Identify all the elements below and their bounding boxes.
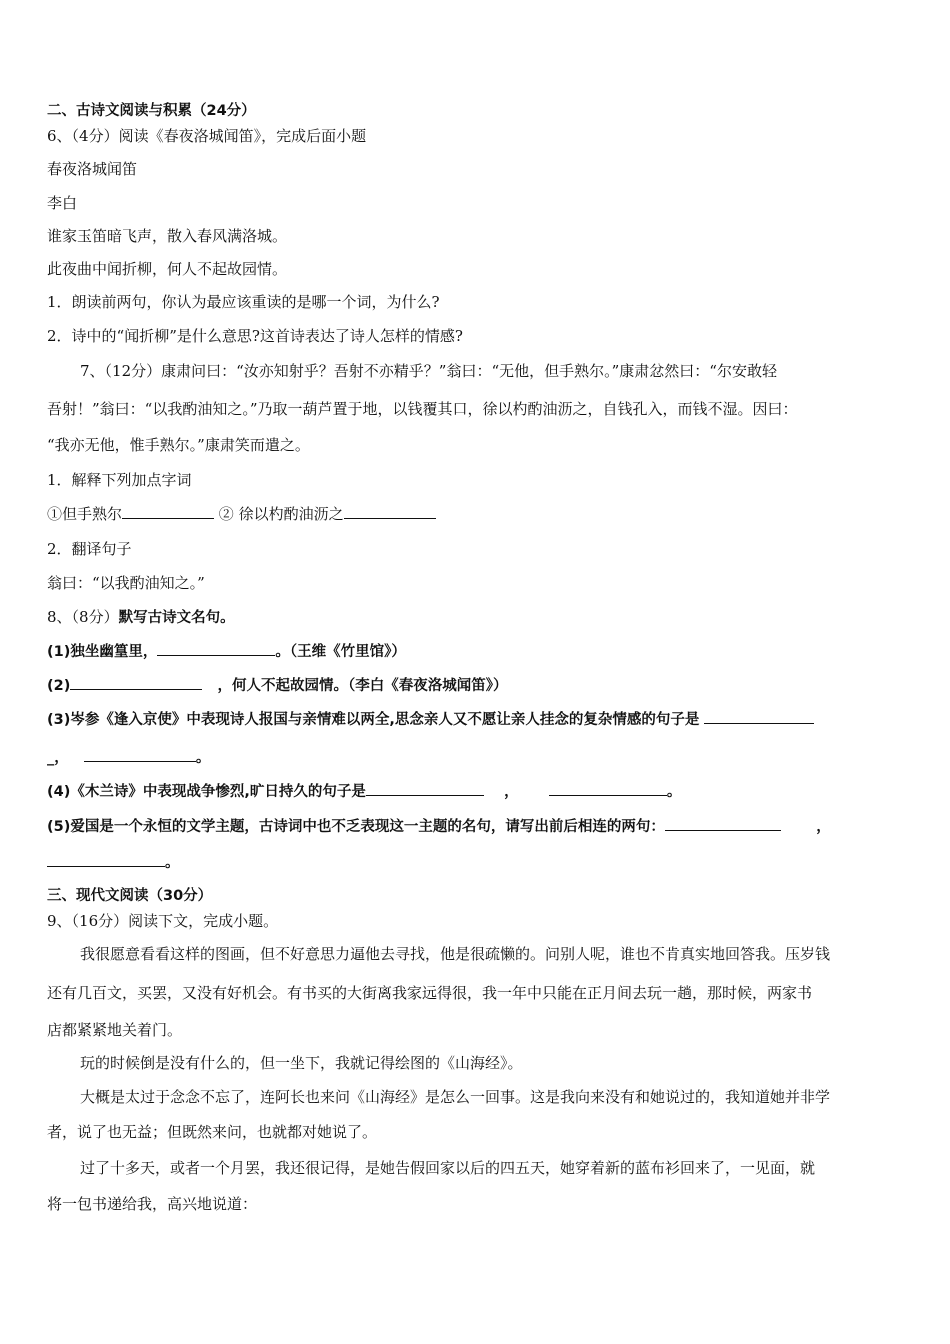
passage-p3-line-1: 大概是太过于念念不忘了，连阿长也来问《山海经》是怎么一回事。这是我向来没有和她说过的，我知道她并非学 (80, 1088, 831, 1106)
question-9-stem: 9、（16分）阅读下文，完成小题。 (47, 912, 279, 930)
word-item-b: ② 徐以杓酌油沥之 (218, 505, 344, 523)
passage-p4-line-2: 将一包书递给我，高兴地说道： (47, 1195, 258, 1213)
question-8-item-5 (47, 816, 831, 837)
question-7-line-2: 吾射！”翁曰：“以我酌油知之。”乃取一葫芦置于地，以钱覆其口，徐以杓酌油沥之，自钱孔入，而钱不湿。因曰： (47, 400, 798, 418)
question-8-instruction: 默写古诗文名句。 (118, 610, 235, 626)
question-7-line-1: 7、（12分）康肃问曰：“汝亦知射乎？吾射不亦精乎？”翁曰：“无他，但手熟尔。”康肃忿然曰：“尔安敢轻 (80, 362, 777, 380)
question-6-sub-1: 1．朗读前两句，你认为最应该重读的是哪一个词，为什么? (47, 293, 440, 311)
item-3-text-c: 。 (195, 750, 211, 766)
item-4-text-c: 。 (666, 784, 682, 800)
question-8-item-2 (47, 675, 508, 696)
item-3-text-b: _， (47, 750, 69, 766)
answer-blank[interactable] (344, 504, 436, 519)
passage-p2: 玩的时候倒是没有什么的，但一坐下，我就记得绘图的《山海经》。 (80, 1054, 523, 1072)
answer-blank[interactable] (157, 641, 275, 656)
answer-blank[interactable] (549, 781, 667, 796)
item-4-text-a: (4)《木兰诗》中表现战争惨烈,旷日持久的句子是 (47, 784, 366, 800)
question-8-item-5-line-2 (47, 852, 180, 873)
item-5-text-a: (5)爱国是一个永恒的文学主题，古诗词中也不乏表现这一主题的名句，请写出前后相连的两句： (47, 819, 665, 835)
question-8-number: 8、（8分） (47, 608, 119, 626)
item-4-text-b: ， (504, 784, 519, 800)
poem-title: 春夜洛城闻笛 (47, 160, 138, 178)
item-1-text-a: (1)独坐幽篁里， (47, 644, 158, 660)
item-3-text: (3)岑参《逢入京使》中表现诗人报国与亲情难以两全,思念亲人又不愿让亲人挂念的复杂情感的句子是 (47, 712, 700, 728)
item-5-text-c: 。 (165, 855, 180, 871)
question-8-item-3-line-1 (47, 709, 814, 730)
answer-blank[interactable] (47, 852, 165, 867)
poem-author: 李白 (47, 194, 78, 212)
question-8-item-3-line-2 (47, 747, 210, 768)
answer-blank[interactable] (704, 709, 814, 724)
item-2-text-a: (2) (47, 678, 71, 694)
answer-blank[interactable] (665, 816, 781, 831)
question-6-stem: 6、（4分）阅读《春夜洛城闻笛》，完成后面小题 (47, 127, 367, 145)
poem-line-2: 此夜曲中闻折柳，何人不起故园情。 (47, 260, 288, 278)
answer-blank[interactable] (84, 747, 196, 762)
question-8-stem (47, 607, 235, 628)
question-8-item-1 (47, 641, 406, 662)
question-7-sub-1: 1．解释下列加点字词 (47, 471, 192, 489)
item-5-text-b: ， (816, 819, 831, 835)
passage-p1-line-3: 店都紧紧地关着门。 (47, 1021, 183, 1039)
item-1-text-b: 。（王维《竹里馆》） (275, 644, 406, 660)
question-6-sub-2: 2．诗中的“闻折柳”是什么意思?这首诗表达了诗人怎样的情感? (47, 327, 463, 345)
answer-blank[interactable] (122, 504, 214, 519)
section-heading-2: 二、古诗文阅读与积累（24分） (47, 103, 256, 119)
question-7-sub-2: 2．翻译句子 (47, 540, 132, 558)
translate-sentence: 翁曰：“以我酌油知之。” (47, 574, 205, 592)
passage-p4-line-1: 过了十多天，或者一个月罢，我还很记得，是她告假回家以后的四五天，她穿着新的蓝布衫回来了，一见面，就 (80, 1159, 816, 1177)
section-heading-3: 三、现代文阅读（30分） (47, 888, 213, 904)
question-8-item-4 (47, 781, 681, 802)
answer-blank[interactable] (70, 675, 202, 690)
passage-p1-line-1: 我很愿意看看这样的图画，但不好意思力逼他去寻找，他是很疏懒的。问别人呢，谁也不肯真实地回答我。压岁钱 (80, 945, 831, 963)
item-2-text-b: ，何人不起故园情。（李白《春夜洛城闻笛》） (217, 678, 508, 694)
poem-line-1: 谁家玉笛暗飞声，散入春风满洛城。 (47, 227, 288, 245)
word-item-a: ①但手熟尔 (47, 505, 123, 523)
passage-p1-line-2: 还有几百文，买罢，又没有好机会。有书买的大街离我家远得很，我一年中只能在正月间去玩一趟，那时候，两家书 (47, 984, 813, 1002)
question-7-sub-1-items (47, 504, 436, 524)
answer-blank[interactable] (366, 781, 484, 796)
passage-p3-line-2: 者，说了也无益；但既然来问，也就都对她说了。 (47, 1123, 378, 1141)
question-7-line-3: “我亦无他，惟手熟尔。”康肃笑而遣之。 (47, 436, 310, 454)
